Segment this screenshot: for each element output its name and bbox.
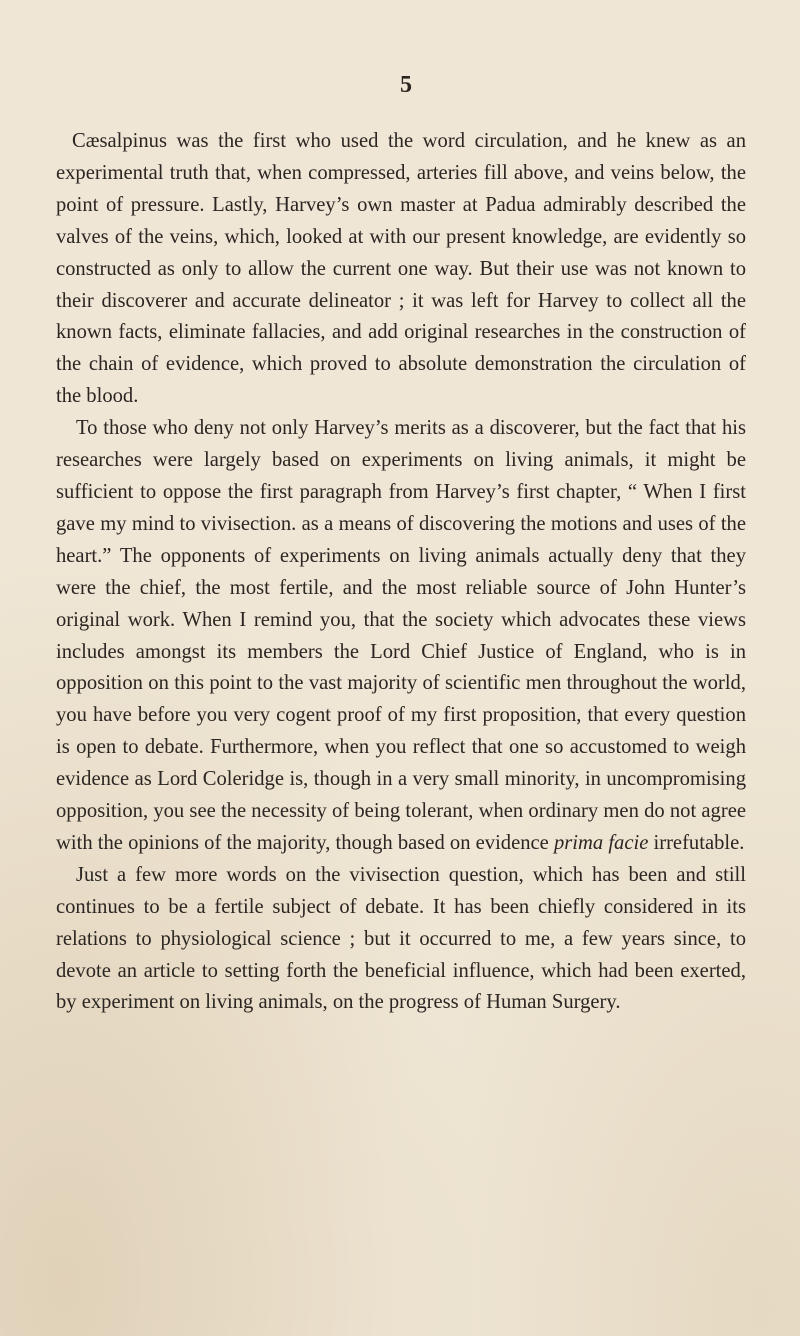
body-text xyxy=(56,126,746,1019)
paragraph-1: Cæsalpinus was the first who used the word circulation, and he knew as an experimental truth that, when compressed, arteries fill above, and veins below, the point of pressure. Lastly, Harvey’s own master at Padua admirably described the valves of the veins, which, looked at with our present knowledge, are evidently so constructed as only to allow the current one way. But their use was not known to their discoverer and accurate delineator ; it was left for Harvey to collect all the known facts, eliminate fallacies, and add original researches in the construction of the chain of evidence, which proved to absolute demonstration the circulation of the blood. xyxy=(56,130,746,408)
paragraph-3: Just a few more words on the vivisection question, which has been and still continues to be a fertile subject of debate. It has been chiefly considered in its relations to physiological science ; but it occurred to me, a few years since, to devote an article to setting forth the beneficial influence, which had been exerted, by experiment on living animals, on the progress of Human Surgery. xyxy=(56,863,746,1014)
paragraph-2-ending: irrefutable. xyxy=(648,831,745,854)
paragraph-2-text: To those who deny not only Harvey’s merits as a discoverer, but the fact that his researches were largely based on experiments on living animals, it might be sufficient to oppose the first paragraph from Harvey’s first chapter, “ When I first gave my mind to vivisection. as a means of discovering the motions and uses of the heart.” The opponents of experiments on living animals actually deny that they were the chief, the most fertile, and the most reliable source of John Hunter’s original work. When I remind you, that the society which advocates these views includes amongst its members the Lord Chief Justice of England, who is in opposition on this point to the vast majority of scientific men throughout the world, you have before you very cogent proof of my first proposition, that every question is open to debate. Furthermore, when you reflect that one so accustomed to weigh evidence as Lord Coleridge is, though in a very small minority, in uncompromising opposition, you see the necessity of being tolerant, when ordinary men do not agree with the opinions of the majority, though based on evidence xyxy=(56,417,746,854)
italic-phrase: prima facie xyxy=(553,831,649,854)
page-number: 5 xyxy=(400,72,412,98)
paragraph-2 xyxy=(56,413,746,860)
